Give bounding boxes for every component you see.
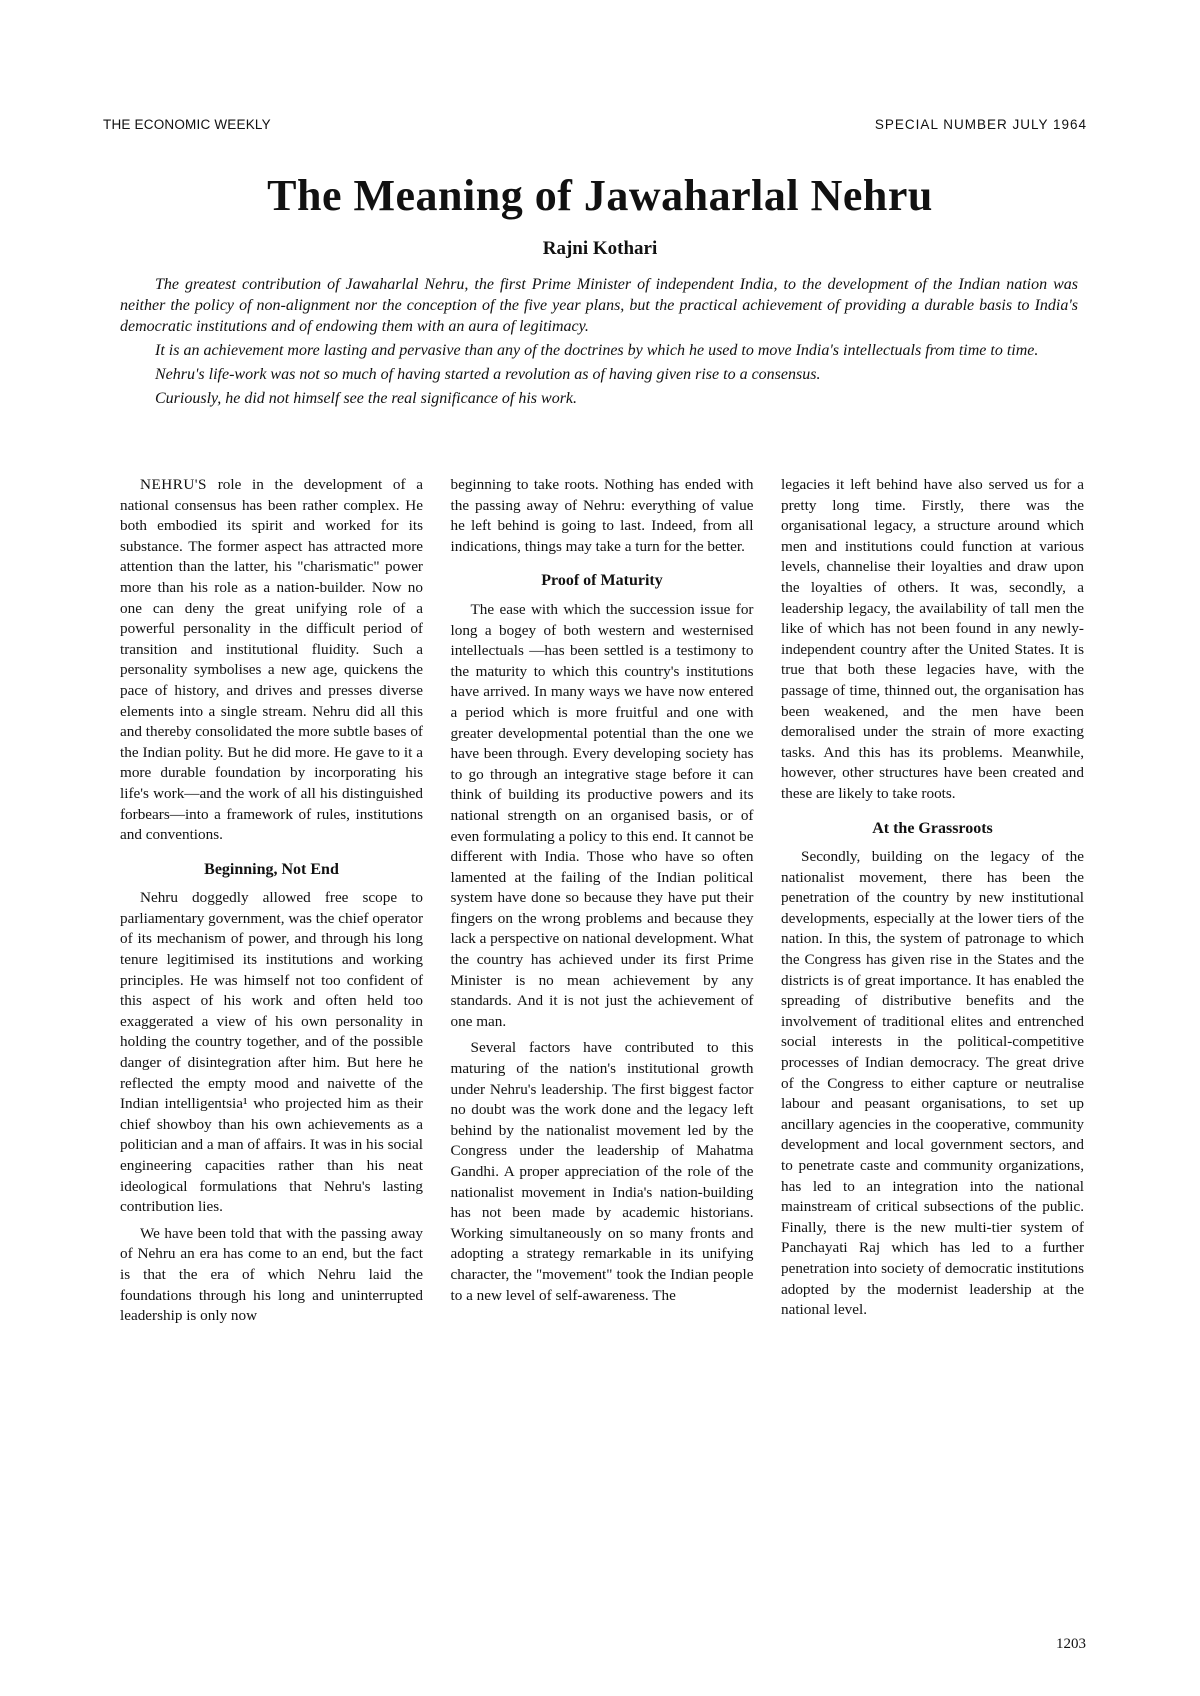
issue-label: SPECIAL NUMBER JULY 1964 xyxy=(874,117,1087,132)
section-heading: Beginning, Not End xyxy=(204,860,339,878)
column-2 xyxy=(451,475,754,1605)
body-paragraph: Several factors have contributed to this maturing of the nation's institutional growth under Nehru's leadership. The first biggest factor no doubt was the work done and the legacy left behind by the nationalist movement led by the Congress under the leadership of Mahatma Gandhi. A proper appreciation of the role of the nationalist movement in India's nation-building has not been made by academic historians. Working simultaneously on so many fronts and adopting a strategy remarkable in its unifying character, the "movement" took the Indian people to a new level of self-awareness. The xyxy=(450,1039,754,1304)
body-paragraph: legacies it left behind have also served us for a pretty long time. Firstly, there was the organisational legacy, a structure around which men and institutions could function at various levels, channelise their loyalties and draw upon the loyalties of others. It was, secondly, a leadership legacy, the availability of tall men the like of which has not been found in any newly-independent country after the United States. It is true that both these legacies have, with the passage of time, thinned out, the organisation has been weakened, and the men have been demoralised under the strain of more exacting tasks. And this has its problems. Meanwhile, however, other structures have been created and these are likely to take roots. xyxy=(781,476,1084,802)
lead-word: NEHRU'S xyxy=(140,476,207,493)
abstract-paragraph: Curiously, he did not himself see the real significance of his work. xyxy=(155,390,578,407)
abstract-paragraph: Nehru's life-work was not so much of having started a revolution as of having given rise to a consensus. xyxy=(155,366,821,383)
abstract-paragraph: It is an achievement more lasting and pervasive than any of the doctrines by which he used to move India's intellectuals from time to time. xyxy=(155,342,1039,359)
body-paragraph: We have been told that with the passing away of Nehru an era has come to an end, but the fact is that the era of which Nehru laid the foundations through his long and uninterrupted leadership is only now xyxy=(120,1224,423,1325)
section-heading: Proof of Maturity xyxy=(541,572,663,590)
abstract xyxy=(120,274,1078,412)
running-header xyxy=(103,117,1087,137)
abstract-paragraph: The greatest contribution of Jawaharlal Nehru, the first Prime Minister of independent India, to the development of the Indian nation was neither the policy of non-alignment nor the conception of the five year plans, but the practical achievement of providing a durable basis to India's democratic institutions and of endowing them with an aura of legitimacy. xyxy=(120,276,1078,335)
column-3 xyxy=(781,475,1084,1605)
page-number: 1203 xyxy=(1056,1636,1086,1652)
body-paragraph: The ease with which the succession issue for long a bogey of both western and westernised intellectuals —has been settled is a testimony to the maturity to which this country's institutions have arrived. In many ways we have now entered a period which is more fruitful and one with greater developmental potential than the one we have been through. Every developing society has to go through an integrative stage before it can think of building its productive powers and its national strength on an organised basis, or of even formulating a policy to this end. It cannot be different with India. Those who have so often lamented at the failing of the Indian political system have done so because they have put their fingers on the wrong problems and because they lack a perspective on national development. What the country has achieved under its first Prime Minister is no mean achievement by any standards. And it is not just the achievement of one man. xyxy=(450,600,754,1030)
body-paragraph: Secondly, building on the legacy of the nationalist movement, there has been the penetration of the country by new institutional developments, especially at the lower tiers of the nation. In this, the system of patronage to which the Congress has given rise in the States and the districts is of great importance. It has enabled the spreading of distributive benefits and the involvement of traditional elites and entrenched social interests in the political-competitive processes of Indian democracy. The great drive of the Congress to either capture or neutralise labour and peasant organisations, to set up ancillary agencies in the cooperative, community development and local government sectors, and to penetrate caste and community organizations, has led to an integration into the national mainstream of critical subsections of the public. Finally, there is the new multi-tier system of Panchayati Raj which has led to a further penetration into society of democratic institutions adopted by the modernist leadership at the national level. xyxy=(781,848,1084,1319)
article-title: The Meaning of Jawaharlal Nehru xyxy=(267,171,933,220)
body-paragraph: Nehru doggedly allowed free scope to parliamentary government, was the chief operator of its mechanism of power, and through his long tenure legitimised its institutions and working principles. He was himself not too confident of this aspect of his work and often held too exaggerated a view of his own personality in holding the country together, and of the possible danger of disintegration after him. But here he reflected the empty mood and naivette of the Indian intelligentsia¹ who projected him as their chief showboy than his own achievements as a politician and a man of affairs. It was in his social engineering capacities rather than his neat ideological formulations that Nehru's lasting contribution lies. xyxy=(120,889,423,1216)
section-heading: At the Grassroots xyxy=(872,819,993,837)
column-1 xyxy=(120,475,423,1605)
journal-name: THE ECONOMIC WEEKLY xyxy=(103,117,271,132)
article-author: Rajni Kothari xyxy=(542,238,658,259)
body-paragraph: beginning to take roots. Nothing has ended with the passing away of Nehru: everything of value he left behind is going to last. Indeed, from all indications, things may take a turn for the better. xyxy=(450,476,754,555)
body-columns xyxy=(120,475,1084,1605)
body-paragraph: NEHRU'S role in the development of a national consensus has been rather complex. He both embodied its spirit and worked for its substance. The former aspect has attracted more attention than the latter, his "charismatic" power more than his role as a nation-builder. Now no one can deny the great unifying role of a powerful personality in the difficult period of transition and institutional fluidity. Such a personality symbolises a new age, quickens the pace of history, and drives and presses diverse elements into a single stream. Nehru did all this and thereby consolidated the more subtle bases of the Indian polity. But he did more. He gave to it a more durable foundation by incorporating his life's work—and the work of all his distinguished forbears—into a framework of rules, institutions and conventions. xyxy=(120,476,423,844)
